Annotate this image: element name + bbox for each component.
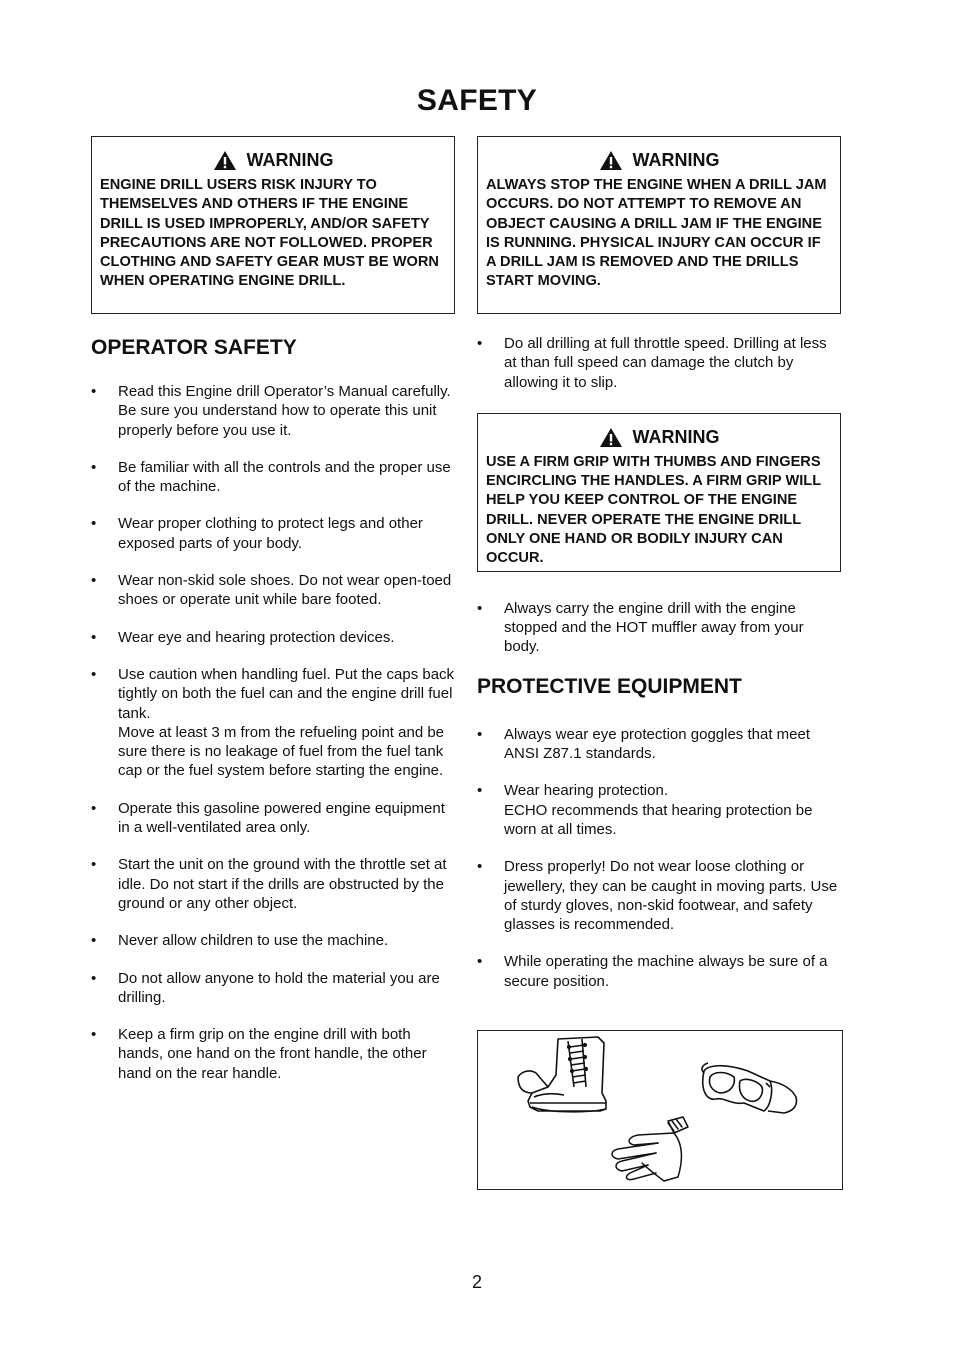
equipment-drawing xyxy=(478,1031,842,1189)
page-title: SAFETY xyxy=(416,84,538,117)
throttle-list xyxy=(477,334,843,392)
fuel-caution-text: Use caution when handling fuel. Put the caps back tightly on both the fuel can and the engine drill fuel tank. xyxy=(118,665,455,722)
boot-icon xyxy=(518,1037,606,1112)
warning-title: WARNING xyxy=(632,426,720,447)
list-item: • Start the unit on the ground with the throttle set at idle. Do not start if the drills are obstructed by the ground or any other object. xyxy=(91,855,457,913)
warning-triangle-icon xyxy=(599,150,623,171)
glove-icon xyxy=(612,1117,688,1181)
warning-header xyxy=(486,150,832,171)
warning-text: USE A FIRM GRIP WITH THUMBS AND FINGERS ENCIRCLING THE HANDLES. A FIRM GRIP WILL HELP YOU KEEP CONTROL OF THE ENGINE DRILL. NEVER OPERATE THE ENGINE DRILL ONLY ONE HAND OR BODILY INJURY CAN OCCUR. xyxy=(486,453,821,567)
warning-title: WARNING xyxy=(632,150,720,170)
warning-triangle-icon xyxy=(599,427,623,448)
protective-equipment-illustration xyxy=(477,1030,843,1190)
warning-box-engine-drill xyxy=(91,136,455,314)
list-item: • While operating the machine always be sure of a secure position. xyxy=(477,952,843,991)
warning-header xyxy=(100,150,446,171)
warning-text: ENGINE DRILL USERS RISK INJURY TO THEMSELVES AND OTHERS IF THE ENGINE DRILL IS USED IMPROPERLY, AND/OR SAFETY PRECAUTIONS ARE NOT FOLLOWED. PROPER CLOTHING AND SAFETY GEAR MUST BE WORN WHEN OPERATING ENGINE DRILL. xyxy=(100,177,439,290)
list-item: • Keep a firm grip on the engine drill with both hands, one hand on the front handle, the other hand on the rear handle. xyxy=(91,1025,457,1083)
fuel-refuel-text: Move at least 3 m from the refueling point and be sure there is no leakage of fuel from the fuel tank cap or the fuel system before starting the engine. xyxy=(118,723,445,780)
list-item: • Always wear eye protection goggles that meet ANSI Z87.1 standards. xyxy=(477,725,843,764)
list-item: • Wear non-skid sole shoes. Do not wear open-toed shoes or operate unit while bare footed. xyxy=(91,571,457,610)
list-item: • Do not allow anyone to hold the material you are drilling. xyxy=(91,969,457,1008)
warning-box-firm-grip xyxy=(477,413,841,572)
hearing-echo-text: ECHO recommends that hearing protection be worn at all times. xyxy=(504,801,813,838)
right-column xyxy=(477,136,843,1009)
operator-safety-heading: OPERATOR SAFETY xyxy=(91,336,297,359)
list-item-hearing xyxy=(477,781,843,839)
list-item: • Operate this gasoline powered engine equipment in a well-ventilated area only. xyxy=(91,799,457,838)
warning-triangle-icon xyxy=(213,150,237,171)
list-item: • Wear proper clothing to protect legs and other exposed parts of your body. xyxy=(91,514,457,553)
warning-box-drill-jam xyxy=(477,136,841,314)
protective-equipment-list xyxy=(477,725,843,991)
list-item: • Wear eye and hearing protection devices. xyxy=(91,628,457,647)
list-item-carry: • Always carry the engine drill with the engine stopped and the HOT muffler away from your body. xyxy=(477,599,843,657)
warning-title: WARNING xyxy=(246,150,334,170)
warning-text: ALWAYS STOP THE ENGINE WHEN A DRILL JAM OCCURS. DO NOT ATTEMPT TO REMOVE AN OBJECT CAUSING A DRILL JAM IF THE ENGINE IS RUNNING. PHYSICAL INJURY CAN OCCUR IF A DRILL JAM IS REMOVED AND THE DRILLS START MOVING. xyxy=(486,177,827,290)
warning-header xyxy=(486,427,832,448)
protective-equipment-heading: PROTECTIVE EQUIPMENT xyxy=(477,674,742,698)
page-number: 2 xyxy=(471,1272,482,1292)
list-item: • Read this Engine drill Operator’s Manual carefully. Be sure you understand how to operate this unit properly before you use it. xyxy=(91,382,457,440)
carry-list xyxy=(477,599,843,657)
hearing-text: Wear hearing protection. xyxy=(504,782,668,800)
operator-safety-list xyxy=(91,382,457,1083)
left-column xyxy=(91,136,457,1101)
goggles-icon xyxy=(702,1063,797,1113)
list-item: • Be familiar with all the controls and the proper use of the machine. xyxy=(91,458,457,497)
list-item: • Dress properly! Do not wear loose clothing or jewellery, they can be caught in moving parts. Use of sturdy gloves, non-skid footwear, and safety glasses is recommended. xyxy=(477,857,843,934)
list-item-throttle: • Do all drilling at full throttle speed. Drilling at less at than full speed can damage the clutch by allowing it to slip. xyxy=(477,334,843,392)
list-item-fuel xyxy=(91,665,457,781)
list-item: • Never allow children to use the machine. xyxy=(91,931,457,950)
